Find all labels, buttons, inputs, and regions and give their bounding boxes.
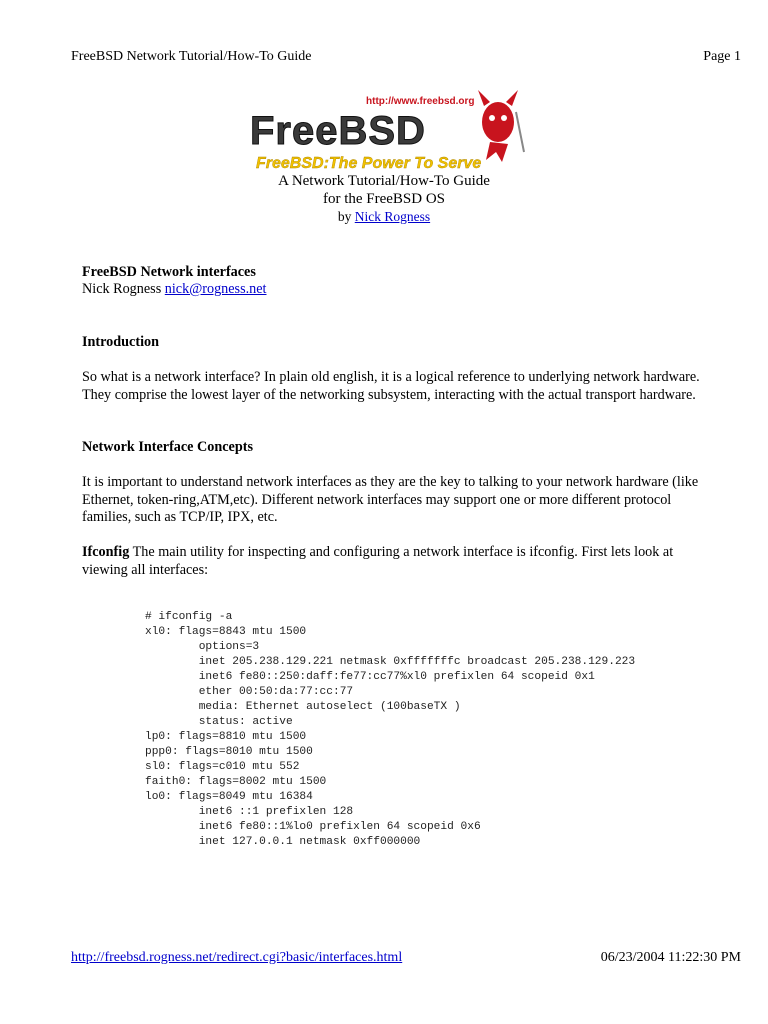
- author-name: Nick Rogness: [82, 281, 162, 297]
- concepts-heading: Network Interface Concepts: [82, 439, 253, 455]
- code-line: inet6 fe80::250:daff:fe77:cc77%xl0 prefixlen 64 scopeid 0x1: [145, 671, 595, 683]
- footer-datetime: 06/23/2004 11:22:30 PM: [600, 950, 741, 965]
- section-heading: FreeBSD Network interfaces: [82, 264, 256, 280]
- code-line: inet6 ::1 prefixlen 128: [145, 806, 354, 818]
- intro-paragraph: So what is a network interface? In plain old english, it is a logical reference to underlying network hardware. They comprise the lowest layer of the networking subsystem, interacting with the actual transport hardware.: [82, 369, 700, 403]
- code-line: sl0: flags=c010 mtu 552: [145, 761, 300, 773]
- code-line: lp0: flags=8810 mtu 1500: [145, 731, 307, 743]
- author-line: [82, 281, 722, 299]
- code-line: # ifconfig -a: [145, 611, 233, 623]
- code-line: inet 127.0.0.1 netmask 0xff000000: [145, 836, 421, 848]
- logo-slogan: FreeBSD:The Power To Serve: [256, 155, 482, 172]
- code-line: xl0: flags=8843 mtu 1500: [145, 626, 307, 638]
- code-line: ppp0: flags=8010 mtu 1500: [145, 746, 313, 758]
- code-line: inet 205.238.129.221 netmask 0xfffffffc broadcast 205.238.129.223: [145, 656, 636, 668]
- concepts-paragraph: It is important to understand network interfaces as they are the key to talking to your network hardware (like Ethernet, token-ring,ATM,etc). Different network interfaces may support one or more different protocol families, such as TCP/IP, IPX, etc.: [82, 474, 699, 525]
- code-line: options=3: [145, 641, 260, 653]
- code-line: inet6 fe80::1%lo0 prefixlen 64 scopeid 0x6: [145, 821, 481, 833]
- ifconfig-term: Ifconfig: [82, 544, 130, 560]
- page-header-title: FreeBSD Network Tutorial/How-To Guide: [71, 49, 312, 64]
- logo-url-text: http://www.freebsd.org: [366, 96, 475, 107]
- doc-title-line2: for the FreeBSD OS: [322, 191, 446, 207]
- byline: [0, 208, 768, 226]
- freebsd-logo-graphic: [246, 82, 528, 174]
- page-number: Page 1: [703, 49, 741, 64]
- intro-heading: Introduction: [82, 334, 159, 350]
- code-line: ether 00:50:da:77:cc:77: [145, 686, 354, 698]
- author-link[interactable]: Nick Rogness: [354, 209, 431, 224]
- author-email-link[interactable]: nick@rogness.net: [164, 281, 267, 297]
- code-line: media: Ethernet autoselect (100baseTX ): [145, 701, 461, 713]
- doc-title-line1: A Network Tutorial/How-To Guide: [278, 173, 490, 189]
- freebsd-logo: [246, 82, 528, 174]
- code-line: faith0: flags=8002 mtu 1500: [145, 776, 327, 788]
- daemon-icon: [478, 90, 524, 162]
- logo-wordmark: FreeBSD: [250, 109, 426, 153]
- ifconfig-paragraph: [82, 544, 722, 579]
- code-line: lo0: flags=8049 mtu 16384: [145, 791, 313, 803]
- ifconfig-output-code: [145, 610, 635, 850]
- code-line: status: active: [145, 716, 293, 728]
- footer-url-link[interactable]: http://freebsd.rogness.net/redirect.cgi?basic/interfaces.html: [71, 950, 403, 965]
- by-label: by: [337, 209, 352, 224]
- ifconfig-text: The main utility for inspecting and configuring a network interface is ifconfig. First lets look at viewing all interfaces:: [82, 544, 674, 578]
